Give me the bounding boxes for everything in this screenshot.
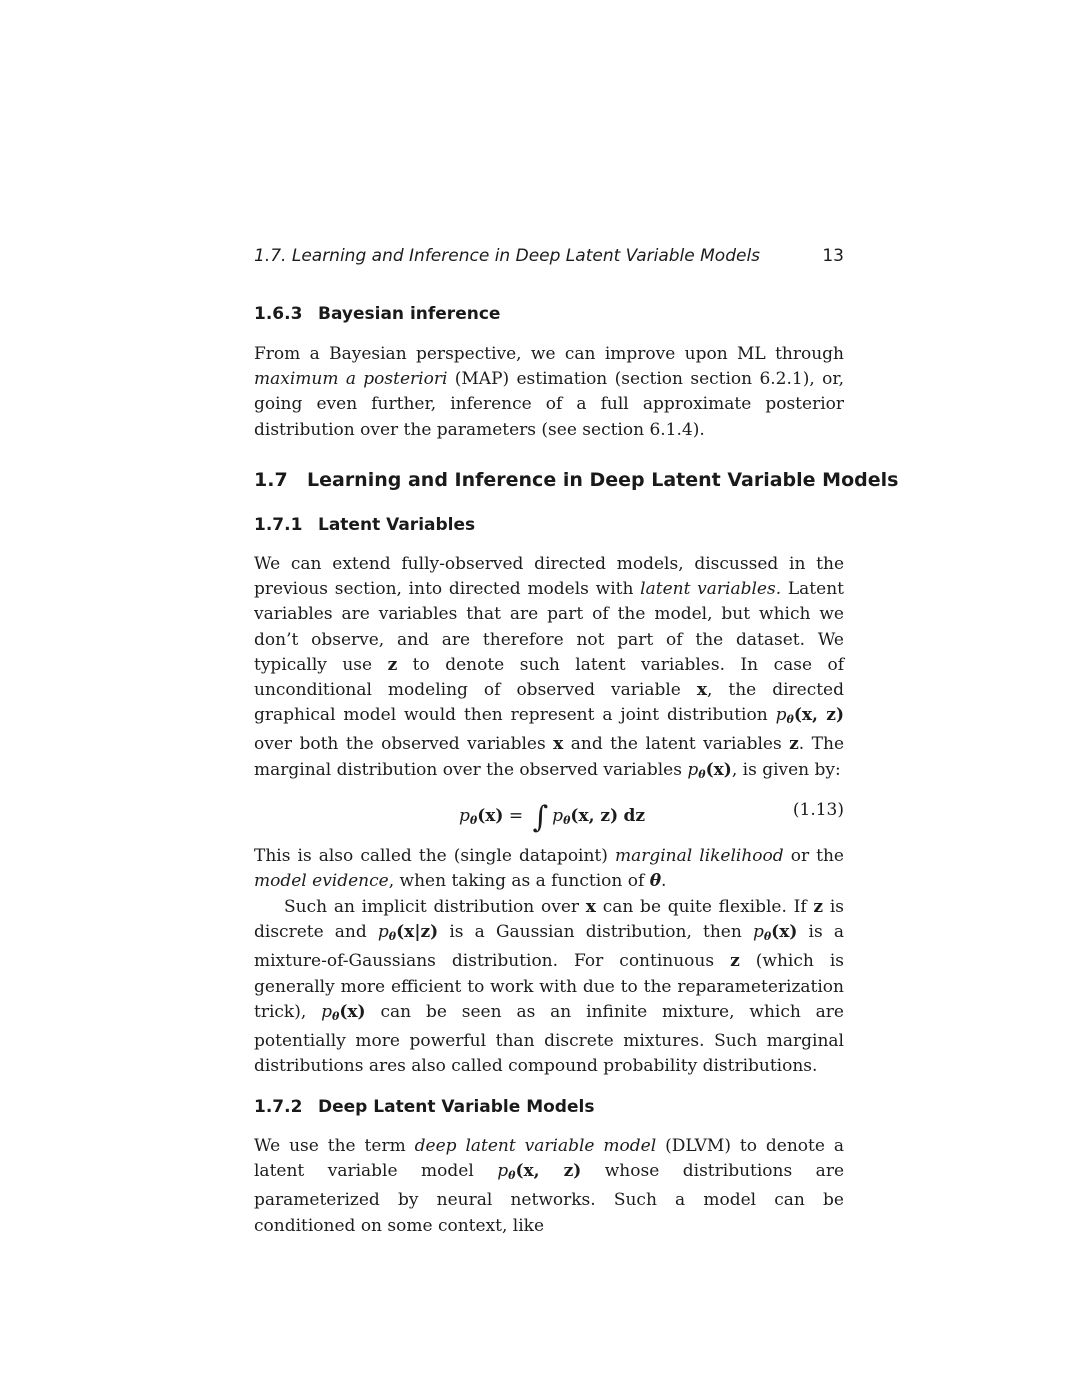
running-head	[254, 246, 844, 272]
equation-number: (1.13)	[792, 800, 844, 820]
paragraph-bayesian: From a Bayesian perspective, we can improve upon ML through maximum a posteriori (MAP) estimation (section section 6.2.1), or, going even further, inference of a full approximate posterior distribution over the parameters (see section 6.1.4).	[254, 344, 844, 440]
paragraph-implicit-distribution: Such an implicit distribution over x can be quite flexible. If z is discrete and $p_\theta(x|z)$ is a Gaussian distribution, then $p_\theta(x)$ is a mixture-of-Gaussians distribution. For continuous z (which is generally more efficient to work with due to the reparameterization trick), $p_\theta(x)$ can be seen as an infinite mixture, which are potentially more powerful than discrete mixtures. Such marginal distributions ares also called compound probability distributions.	[254, 897, 844, 1077]
section-heading-1-7: 1.7 Learning and Inference in Deep Latent Variable Models	[254, 469, 899, 491]
running-title: 1.7. Learning and Inference in Deep Latent Variable Models	[254, 246, 761, 266]
equation-1-13	[254, 790, 844, 836]
paragraph-marginal-likelihood: This is also called the (single datapoint) marginal likelihood or the model evidence, when taking as a function of θ.	[254, 846, 844, 892]
section-heading-1-7-2: 1.7.2 Deep Latent Variable Models	[254, 1097, 595, 1117]
paragraph-dlvm: We use the term deep latent variable model (DLVM) to denote a latent variable model $p_\theta(x$, z) whose distributions are parameterized by neural networks. Such a model can be conditioned on some context, like	[254, 1136, 845, 1236]
section-heading-1-6-3: 1.6.3 Bayesian inference	[254, 304, 501, 324]
paragraph-latent-variables: We can extend fully-observed directed models, discussed in the previous section, into directed models with latent variables. Latent variables are variables that are part of the model, but which we don’t observe, and are therefore not part of the dataset. We typically use z to denote such latent variables. In case of unconditional modeling of observed variable x, the directed graphical model would then represent a joint distribution $p_\theta(x$, z) over both the observed variables x and the latent variables z. The marginal distribution over the observed variables $p_\theta(x)$, is given by:	[254, 554, 845, 781]
page-number: 13	[822, 246, 844, 266]
equation-body: $p_\theta(x)$ = ∫ $p_\theta(x$, z) dz	[459, 800, 646, 835]
section-heading-1-7-1: 1.7.1 Latent Variables	[254, 515, 476, 535]
